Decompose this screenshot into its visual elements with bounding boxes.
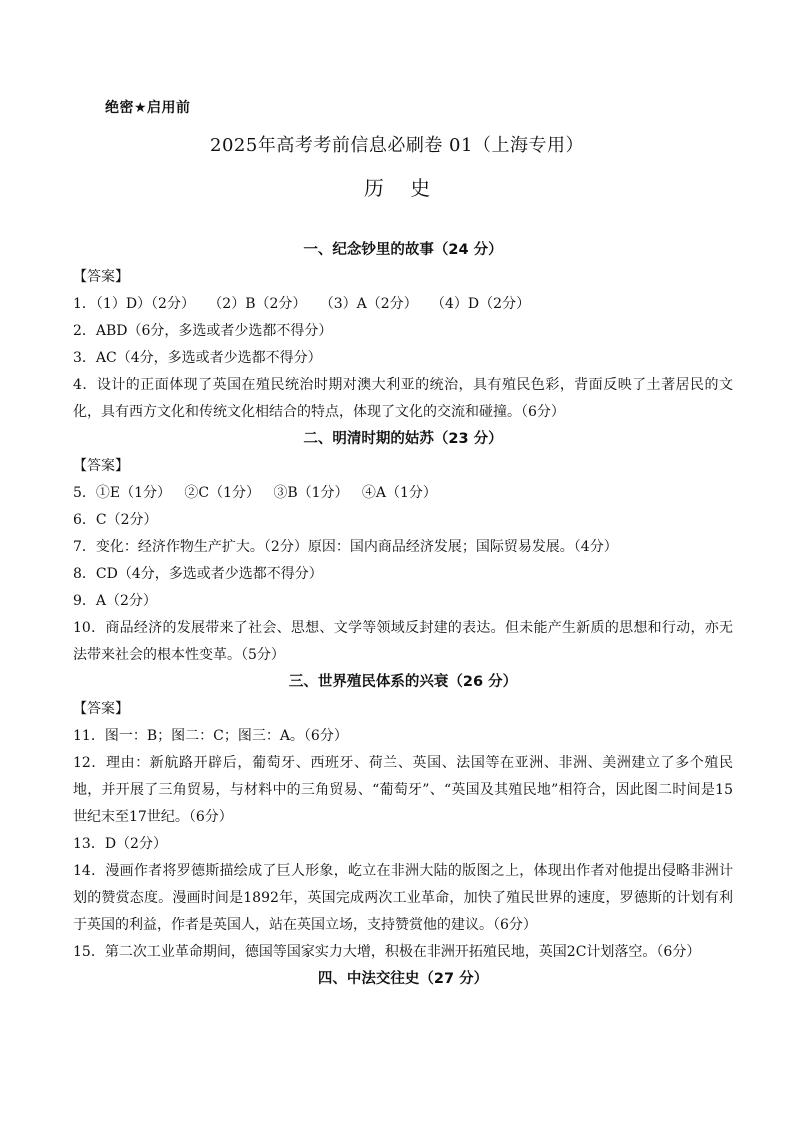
answer-item: 14．漫画作者将罗德斯描绘成了巨人形象，屹立在非洲大陆的版图之上，体现出作者对他提出侵略非洲计划的赞赏态度。漫画时间是1892年，英国完成两次工业革命，加快了殖民世界的速度，罗德斯的计划有利于英国的利益，作者是英国人，站在英国立场，支持赞赏他的建议。（6分） <box>73 863 733 933</box>
answer-item: 2．ABD（6分，多选或者少选都不得分） <box>73 323 333 339</box>
answer-content <box>73 237 733 993</box>
answer-item: 4．设计的正面体现了英国在殖民统治时期对澳大利亚的统治，具有殖民色彩，背面反映了土著居民的文化，具有西方文化和传统文化相结合的特点，体现了文化的交流和碰撞。（6分） <box>73 377 733 420</box>
answer-tag: 【答案】 <box>73 269 129 285</box>
answer-item: 11．图一：B；图二：C；图三：A。（6分） <box>73 728 348 744</box>
section-title: 一、纪念钞里的故事（24 分） <box>303 242 503 258</box>
answer-item: 8．CD（4分，多选或者少选都不得分） <box>73 566 323 582</box>
answer-item: 1．（1）D）（2分） （2）B（2分） （3）A（2分） （4）D（2分） <box>73 296 531 312</box>
exam-title: 2025年高考考前信息必刷卷 01（上海专用） <box>210 135 584 156</box>
answer-item: 6．C（2分） <box>73 512 158 528</box>
section-title: 二、明清时期的姑苏（23 分） <box>303 431 503 447</box>
answer-item: 7．变化：经济作物生产扩大。（2分）原因：国内商品经济发展；国际贸易发展。（4分） <box>73 539 618 555</box>
secret-label: 绝密★启用前 <box>105 100 191 116</box>
answer-item: 3．AC（4分，多选或者少选都不得分） <box>73 350 322 366</box>
subject-title: 历 史 <box>363 176 441 200</box>
answer-item: 10．商品经济的发展带来了社会、思想、文学等领域反封建的表达。但未能产生新质的思想和行动，亦无法带来社会的根本性变革。（5分） <box>73 620 733 663</box>
answer-item: 13．D（2分） <box>73 836 167 852</box>
section-title: 四、中法交往史（27 分） <box>317 971 489 987</box>
answer-item: 15．第二次工业革命期间，德国等国家实力大增，积极在非洲开拓殖民地，英国2C计划落空。（6分） <box>73 944 701 960</box>
section-title: 三、世界殖民体系的兴衰（26 分） <box>288 674 518 690</box>
answer-tag: 【答案】 <box>73 701 129 717</box>
answer-item: 12．理由：新航路开辟后，葡萄牙、西班牙、荷兰、英国、法国等在亚洲、非洲、美洲建立了多个殖民地，并开展了三角贸易，与材料中的三角贸易、“葡萄牙”、“英国及其殖民地”相符合，因此图二时间是15世纪末至17世纪。（6分） <box>73 755 733 825</box>
answer-item: 9．A（2分） <box>73 593 157 609</box>
answer-item: 5．①E（1分） ②C（1分） ③B（1分） ④A（1分） <box>73 485 437 501</box>
answer-tag: 【答案】 <box>73 458 129 474</box>
